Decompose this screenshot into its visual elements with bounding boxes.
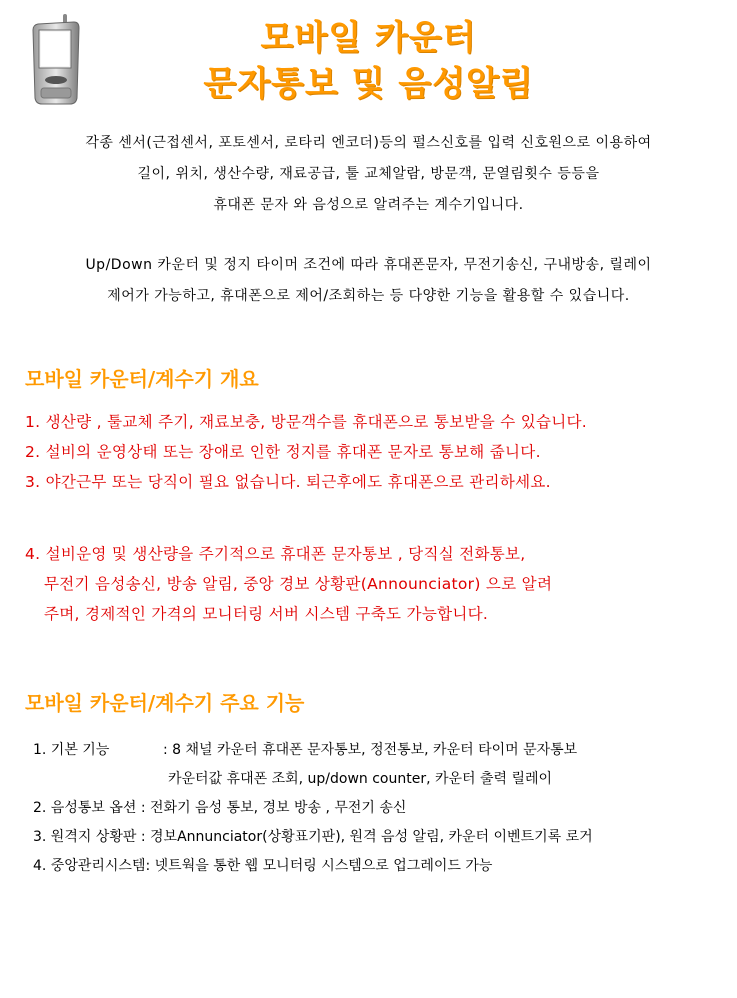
- intro-paragraph-2: [0, 250, 737, 312]
- function-item-1: [33, 736, 593, 765]
- overview-item-line: 4. 설비운영 및 생산량을 주기적으로 휴대폰 문자통보 , 당직실 전화통보,: [25, 545, 526, 563]
- function-value: : 8 채널 카운터 휴대폰 문자통보, 정전통보, 카운터 타이머 문자통보: [163, 742, 578, 758]
- function-item-1-continued: 카운터값 휴대폰 조회, up/down counter, 카운터 출력 릴레이: [168, 771, 553, 787]
- intro-line: 휴대폰 문자 와 음성으로 알려주는 계수기입니다.: [213, 197, 524, 213]
- function-item-3: 3. 원격지 상황판 : 경보Annunciator(상황표기판), 원격 음성 알림, 카운터 이벤트기록 로거: [33, 829, 593, 845]
- overview-item: 1. 생산량 , 툴교체 주기, 재료보충, 방문객수를 휴대폰으로 통보받을 수 있습니다.: [25, 413, 588, 431]
- function-item-4: 4. 중앙관리시스템: 넷트웍을 통한 웹 모니터링 시스템으로 업그레이드 가능: [33, 858, 493, 874]
- functions-heading: 모바일 카운터/계수기 주요 기능: [25, 691, 305, 715]
- intro-line: 각종 센서(근접센서, 포토센서, 로타리 엔코더)등의 펄스신호를 입력 신호원으로 이용하여: [85, 135, 652, 151]
- functions-list: [33, 736, 593, 881]
- overview-item: 2. 설비의 운영상태 또는 장애로 인한 정지를 휴대폰 문자로 통보해 줍니다.: [25, 443, 541, 461]
- overview-item-line: 무전기 음성송신, 방송 알림, 중앙 경보 상황판(Announciator) 으로 알려: [44, 575, 553, 593]
- intro-line: Up/Down 카운터 및 정지 타이머 조건에 따라 휴대폰문자, 무전기송신, 구내방송, 릴레이: [85, 257, 652, 273]
- page-title-line2: 문자통보 및 음성알림: [203, 64, 534, 104]
- overview-heading: 모바일 카운터/계수기 개요: [25, 367, 259, 391]
- overview-item-line: 주며, 경제적인 가격의 모니터링 서버 시스템 구축도 가능합니다.: [44, 605, 489, 623]
- function-item-2: 2. 음성통보 옵션 : 전화기 음성 통보, 경보 방송 , 무전기 송신: [33, 800, 407, 816]
- overview-item: 3. 야간근무 또는 당직이 필요 없습니다. 퇴근후에도 휴대폰으로 관리하세요.: [25, 473, 551, 491]
- page-title-line1: 모바일 카운터: [260, 18, 477, 58]
- overview-list: [25, 407, 730, 497]
- function-label: 1. 기본 기능: [33, 742, 110, 758]
- overview-item-4: [25, 539, 730, 629]
- intro-paragraph-1: [0, 128, 737, 221]
- intro-line: 길이, 위치, 생산수량, 재료공급, 툴 교체알람, 방문객, 문열림횟수 등등을: [137, 166, 600, 182]
- intro-line: 제어가 가능하고, 휴대폰으로 제어/조회하는 등 다양한 기능을 활용할 수 있습니다.: [107, 288, 630, 304]
